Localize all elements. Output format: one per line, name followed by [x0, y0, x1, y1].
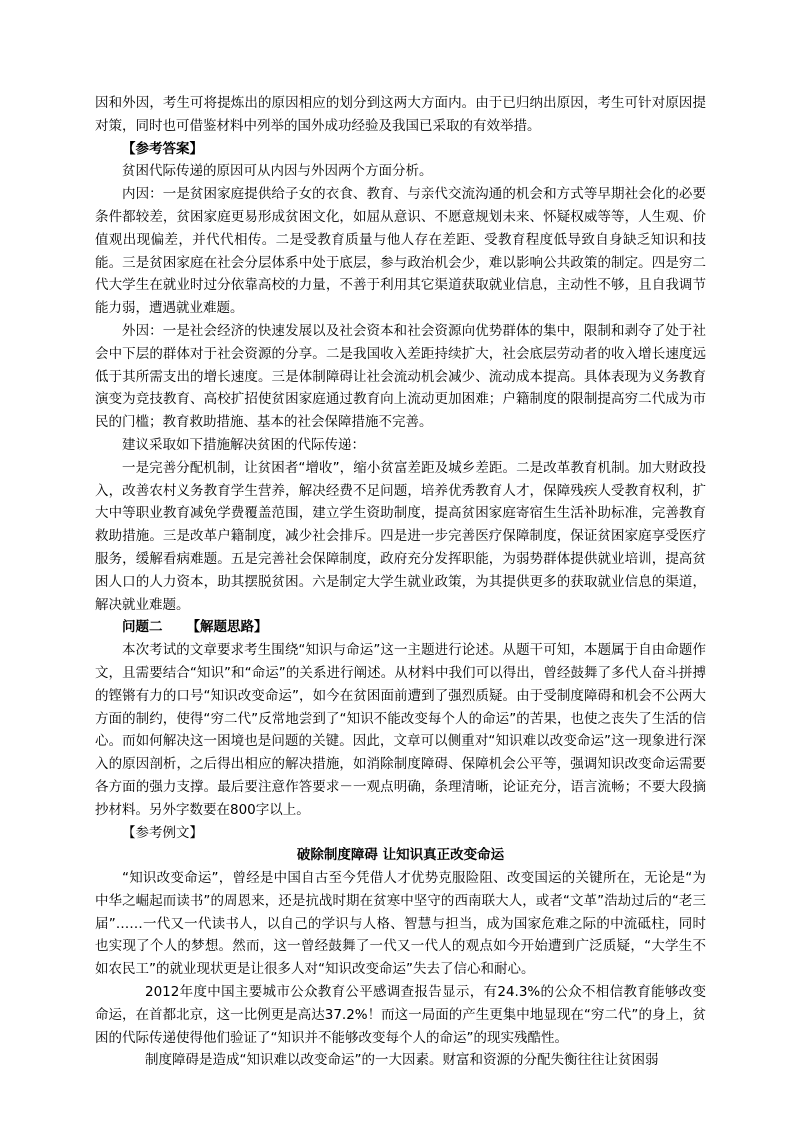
measures-intro: 建议采取如下措施解决贫困的代际传递：	[122, 436, 365, 453]
essay-paragraph-3: 制度障碍是造成“知识难以改变命运”的一大因素。财富和资源的分配失衡往往让贫困弱	[145, 1052, 659, 1069]
reference-answer-heading: 【参考答案】	[122, 140, 203, 157]
analysis-intro: 贫困代际传递的原因可从内因与外因两个方面分析。	[122, 163, 433, 180]
document-page	[95, 92, 706, 1072]
internal-causes-paragraph: 内因：一是贫困家庭提供给子女的衣食、教育、与亲代交流沟通的机会和方式等早期社会化的必要条件都较差，贫困家庭更易形成贫困文化，如屈从意识、不愿意规划未来、怀疑权威等等，人生观、价值观出现偏差，并代代相传。二是受教育质量与他人存在差距、受教育程度低导致自身缺乏知识和技能。三是贫困家庭在社会分层体系中处于底层，参与政治机会少，难以影响公共政策的制定。四是穷二代大学生在就业时过分依靠高校的力量，不善于利用其它渠道获取就业信息，主动性不够，且自我调节能力弱，遭遇就业难题。	[95, 186, 706, 317]
intro-paragraph: 因和外因，考生可将提炼出的原因相应的划分到这两大方面内。由于已归纳出原因，考生可针对原因提对策，同时也可借鉴材料中列举的国外成功经验及我国已采取的有效举措。	[95, 95, 706, 134]
question2-heading	[95, 616, 706, 639]
essay-paragraph-1: “知识改变命运”，曾经是中国自古至今凭借人才优势克服险阻、改变国运的关键所在，无论是“为中华之崛起而读书”的周恩来，还是抗战时期在贫寒中坚守的西南联大人，或者“文革”浩劫过后的“老三届”……一代又一代读书人，以自己的学识与人格、智慧与担当，成为国家危难之际的中流砥柱，同时也实现了个人的梦想。然而，这一曾经鼓舞了一代又一代人的观点如今开始遭到广泛质疑，“大学生不如农民工”的就业现状更是让很多人对“知识改变命运”失去了信心和耐心。	[95, 870, 706, 978]
measures-paragraph: 一是完善分配机制，让贫困者“增收”，缩小贫富差距及城乡差距。二是改革教育机制。加大财政投入，改善农村义务教育学生营养，解决经费不足问题，培养优秀教育人才，保障残疾人受教育权利，扩大中等职业教育减免学费覆盖范围，建立学生资助制度，提高贫困家庭寄宿生生活补助标准，完善教育救助措施。三是改革户籍制度，减少社会排斥。四是进一步完善医疗保障制度，保证贫困家庭享受医疗服务，缓解看病难题。五是完善社会保障制度，政府充分发挥职能，为弱势群体提供就业培训，提高贫困人口的人力资本，助其摆脱贫困。六是制定大学生就业政策，为其提供更多的获取就业信息的渠道，解决就业难题。	[95, 459, 706, 613]
reference-essay-heading: 【参考例文】	[122, 824, 203, 841]
approach-label: 【解题思路】	[186, 619, 268, 636]
approach-paragraph: 本次考试的文章要求考生围绕“知识与命运”这一主题进行论述。从题干可知，本题属于自由命题作文，且需要结合“知识”和“命运”的关系进行阐述。从材料中我们可以得出，曾经鼓舞了多代人奋斗拼搏的铿锵有力的口号“知识改变命运”，如今在贫困面前遭到了强烈质疑。由于受制度障碍和机会不公两大方面的制约，使得“穷二代”反常地尝到了“知识不能改变每个人的命运”的苦果，也使之丧失了生活的信心。而如何解决这一困境也是问题的关键。因此，文章可以侧重对“知识难以改变命运”这一现象进行深入的原因剖析，之后得出相应的解决措施，如消除制度障碍、保障机会公平等，强调知识改变命运需要各方面的强力支撑。最后要注意作答要求－一观点明确，条理清晰，论证充分，语言流畅；不要大段摘抄材料。另外字数要在800字以上。	[95, 642, 706, 818]
essay-paragraph-2: 2012年度中国主要城市公众教育公平感调查报告显示，有24.3%的公众不相信教育能够改变命运，在首都北京，这一比例更是高达37.2%！而这一局面的产生更集中地显现在“穷二代”的身上，贫困的代际传递使得他们验证了“知识并不能够改变每个人的命运”的现实残酷性。	[95, 984, 706, 1046]
essay-title: 破除制度障碍 让知识真正改变命运	[296, 847, 505, 864]
external-causes-paragraph: 外因：一是社会经济的快速发展以及社会资本和社会资源向优势群体的集中，限制和剥夺了处于社会中下层的群体对于社会资源的分享。二是我国收入差距持续扩大，社会底层劳动者的收入增长速度远低于其所需支出的增长速度。三是体制障碍让社会流动机会减少、流动成本提高。具体表现为义务教育演变为竞技教育、高校扩招使贫困家庭通过教育向上流动更加困难；户籍制度的限制提高穷二代成为市民的门槛；教育救助措施、基本的社会保障措施不完善。	[95, 322, 706, 431]
question2-label: 问题二	[122, 619, 163, 636]
